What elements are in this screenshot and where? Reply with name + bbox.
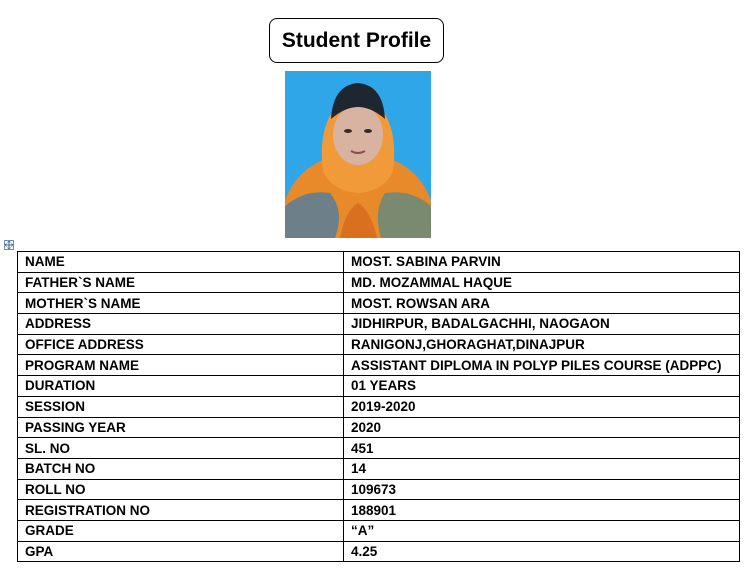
table-row	[18, 252, 740, 273]
table-row	[18, 272, 740, 293]
row-label: OFFICE ADDRESS	[18, 334, 344, 355]
table-row	[18, 314, 740, 335]
table-row	[18, 293, 740, 314]
row-value: “A”	[344, 520, 740, 541]
page-title	[269, 18, 444, 63]
row-value: ASSISTANT DIPLOMA IN POLYP PILES COURSE (ADPPC)	[344, 355, 740, 376]
row-label: ROLL NO	[18, 479, 344, 500]
row-label: SL. NO	[18, 438, 344, 459]
row-value: JIDHIRPUR, BADALGACHHI, NAOGAON	[344, 314, 740, 335]
row-value: MOST. ROWSAN ARA	[344, 293, 740, 314]
row-label: MOTHER`S NAME	[18, 293, 344, 314]
table-row	[18, 376, 740, 397]
table-row	[18, 334, 740, 355]
table-row	[18, 500, 740, 521]
table-row	[18, 541, 740, 562]
row-label: SESSION	[18, 396, 344, 417]
table-row	[18, 520, 740, 541]
row-value: 01 YEARS	[344, 376, 740, 397]
table-row	[18, 355, 740, 376]
row-label: FATHER`S NAME	[18, 272, 344, 293]
student-photo-icon	[285, 71, 431, 238]
row-value: 2020	[344, 417, 740, 438]
student-profile-table	[17, 251, 740, 562]
table-row	[18, 458, 740, 479]
row-value: MD. MOZAMMAL HAQUE	[344, 272, 740, 293]
page-title-text: Student Profile	[281, 28, 432, 52]
row-value: 2019-2020	[344, 396, 740, 417]
row-label: GRADE	[18, 520, 344, 541]
row-label: NAME	[18, 252, 344, 273]
student-photo	[285, 71, 431, 238]
row-label: BATCH NO	[18, 458, 344, 479]
row-value: RANIGONJ,GHORAGHAT,DINAJPUR	[344, 334, 740, 355]
table-move-handle-icon[interactable]	[4, 240, 14, 250]
row-value: 451	[344, 438, 740, 459]
table-row	[18, 396, 740, 417]
row-value: 14	[344, 458, 740, 479]
table-row	[18, 479, 740, 500]
row-label: DURATION	[18, 376, 344, 397]
row-value: MOST. SABINA PARVIN	[344, 252, 740, 273]
row-value: 4.25	[344, 541, 740, 562]
row-label: ADDRESS	[18, 314, 344, 335]
row-label: GPA	[18, 541, 344, 562]
row-label: REGISTRATION NO	[18, 500, 344, 521]
table-row	[18, 417, 740, 438]
row-label: PROGRAM NAME	[18, 355, 344, 376]
row-label: PASSING YEAR	[18, 417, 344, 438]
row-value: 188901	[344, 500, 740, 521]
table-row	[18, 438, 740, 459]
row-value: 109673	[344, 479, 740, 500]
